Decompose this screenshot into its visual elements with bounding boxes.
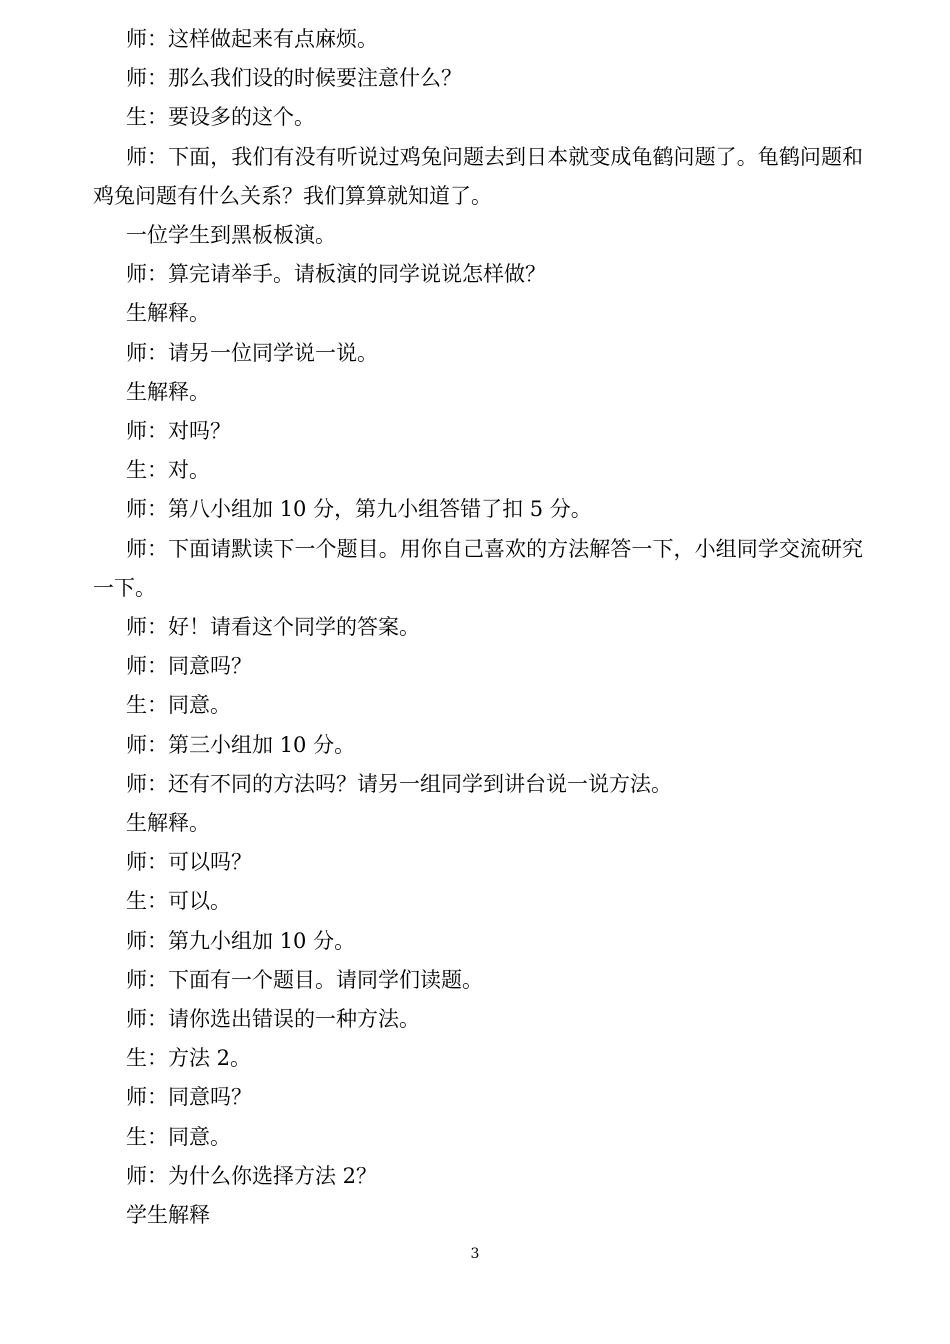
paragraph: 师：可以吗？ (126, 850, 252, 875)
paragraph: 生解释。 (126, 811, 210, 836)
paragraph: 生：要设多的这个。 (126, 105, 315, 130)
paragraph: 师：那么我们设的时候要注意什么？ (126, 66, 462, 91)
paragraph: 生：同意。 (126, 693, 231, 718)
paragraph: 师：还有不同的方法吗？请另一组同学到讲台说一说方法。 (126, 771, 672, 796)
paragraph: 师：下面请默读下一个题目。用你自己喜欢的方法解答一下，小组同学交流研究一下。 (93, 536, 863, 600)
paragraph: 生：对。 (126, 458, 210, 483)
paragraph: 生解释。 (126, 301, 210, 326)
paragraph: 师：同意吗？ (126, 654, 252, 679)
paragraph: 师：算完请举手。请板演的同学说说怎样做？ (126, 262, 546, 287)
paragraph: 师：下面，我们有没有听说过鸡兔问题去到日本就变成龟鹤问题了。龟鹤问题和鸡兔问题有什么关系？我们算算就知道了。 (93, 144, 863, 208)
page-number: 3 (470, 1246, 480, 1262)
paragraph: 师：第八小组加 10 分，第九小组答错了扣 5 分。 (126, 497, 592, 522)
paragraph: 师：对吗？ (126, 419, 231, 444)
paragraph: 师：请另一位同学说一说。 (126, 340, 378, 365)
paragraph: 师：请你选出错误的一种方法。 (126, 1007, 420, 1032)
paragraph: 学生解释 (126, 1203, 210, 1228)
paragraph: 师：第九小组加 10 分。 (126, 928, 356, 953)
paragraph: 师：为什么你选择方法 2？ (126, 1163, 378, 1188)
paragraph: 师：下面有一个题目。请同学们读题。 (126, 967, 483, 992)
paragraph: 师：同意吗？ (126, 1085, 252, 1110)
paragraph: 师：这样做起来有点麻烦。 (126, 27, 378, 51)
paragraph: 生：同意。 (126, 1124, 231, 1149)
paragraph: 师：好！请看这个同学的答案。 (126, 615, 420, 640)
paragraph: 生：方法 2。 (126, 1046, 252, 1071)
paragraph: 师：第三小组加 10 分。 (126, 732, 356, 757)
paragraph: 生解释。 (126, 379, 210, 404)
paragraph: 生：可以。 (126, 889, 231, 914)
transcript-body (93, 20, 863, 1235)
paragraph: 一位学生到黑板板演。 (126, 223, 336, 248)
